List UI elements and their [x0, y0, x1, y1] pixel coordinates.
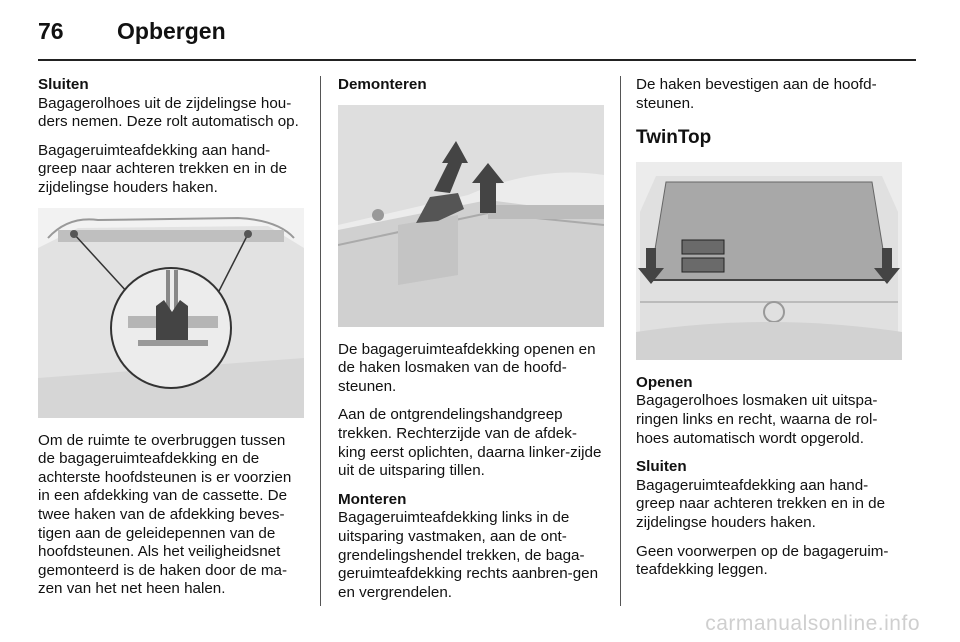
column-divider — [320, 76, 321, 606]
paragraph: Bagageruimteafdekking aan hand-greep naar achteren trekken en in de zijdelingse houders haken. — [38, 141, 288, 196]
column-divider — [620, 76, 621, 606]
illustration-cassette-hooks — [38, 208, 304, 418]
paragraph: Aan de ontgrendelingshandgreep trekken. Rechterzijde van de afdek-king eerst oplichten, daarna linker-zijde uit de uitsparing tillen. — [338, 406, 602, 480]
heading-sluiten: Sluiten — [38, 76, 89, 93]
watermark: carmanualsonline.info — [705, 612, 920, 635]
paragraph: Bagageruimteafdekking aan hand-greep naar achteren trekken en in de zijdelingse houders haken. — [636, 476, 886, 531]
page-number: 76 — [38, 18, 64, 44]
paragraph: Om de ruimte te overbruggen tussen de bagageruimteafdekking en de achterste hoofdsteunen is er voorzien in een afdekking van de cassette. De twee haken van de afdekking beves-tigen aan de geleidepennen van de hoofdsteunen. Als het veiligheidsnet gemonteerd is de haken door de ma-zen van het net heen halen. — [38, 431, 292, 598]
heading-sluiten: Sluiten — [636, 458, 687, 476]
paragraph: Bagageruimteafdekking links in de uitsparing vastmaken, aan de ont-grendelingshendel trekken, de baga-geruimteafdekking rechts aanbren-gen en vergrendelen. — [338, 509, 599, 601]
paragraph: Bagagerolhoes losmaken uit uitspa-ringen links en recht, waarna de rol-hoes automatisch wordt opgerold. — [636, 392, 878, 447]
illustration-remove-cover — [338, 105, 604, 327]
illustration-twintop-cover — [636, 162, 902, 360]
chapter-title: Opbergen — [117, 18, 226, 44]
paragraph: De bagageruimteafdekking openen en de haken losmaken van de hoofd-steunen. — [338, 340, 596, 395]
heading-twintop: TwinTop — [636, 127, 712, 149]
header-rule — [38, 59, 916, 61]
column-2 — [338, 76, 604, 612]
heading-monteren: Monteren — [338, 490, 407, 508]
column-3 — [636, 76, 902, 590]
column-1 — [38, 76, 304, 609]
heading-openen: Openen — [636, 373, 693, 391]
paragraph: Bagagerolhoes uit de zijdelingse hou-ders nemen. Deze rolt automatisch op. — [38, 94, 299, 131]
heading-demonteren: Demonteren — [338, 76, 427, 93]
paragraph: Geen voorwerpen op de bagageruim-teafdekking leggen. — [636, 542, 889, 579]
paragraph: De haken bevestigen aan de hoofd-steunen. — [636, 76, 877, 112]
